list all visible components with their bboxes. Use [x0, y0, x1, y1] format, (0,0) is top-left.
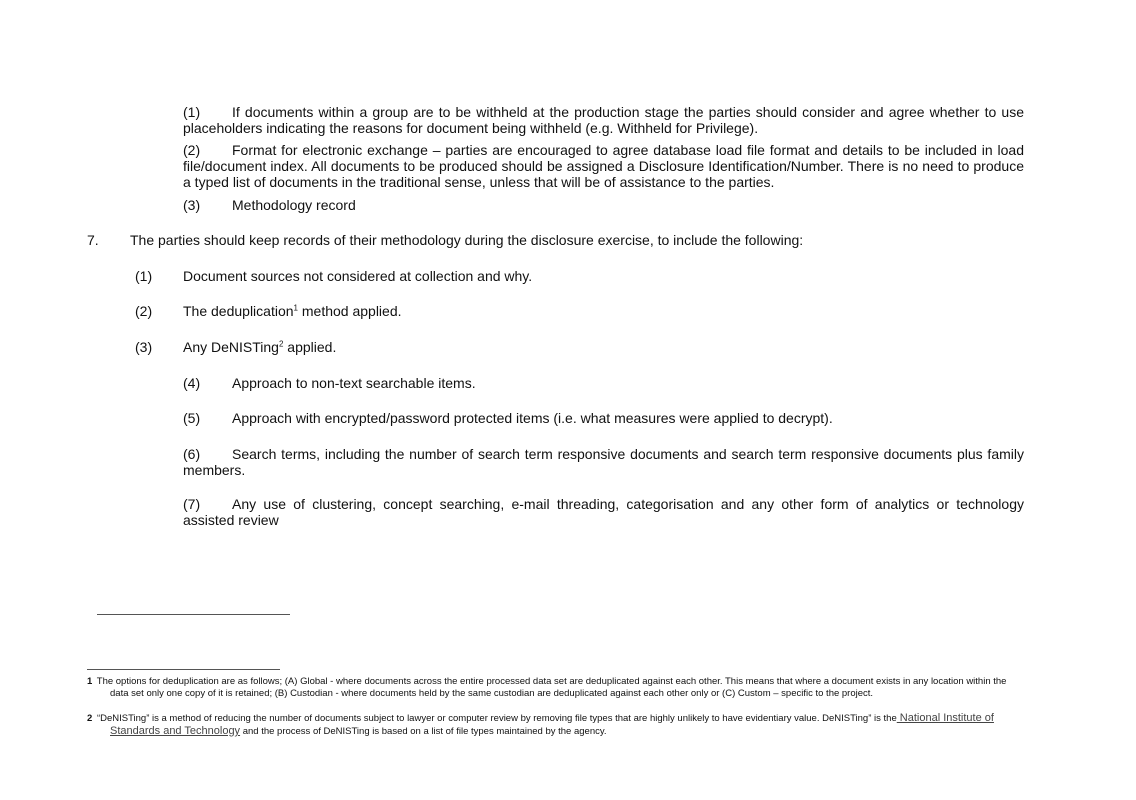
footnote-number: 2 — [87, 713, 93, 724]
footnote-text-cont — [87, 725, 1024, 738]
paragraph-number: (7) — [183, 496, 201, 512]
footnote-2 — [87, 712, 1024, 738]
divider-line — [97, 614, 290, 615]
paragraph-text: If documents within a group are to be withheld at the production stage the parties should consider and agree whether to use placeholders indicating the reasons for document being withheld (e.g. Withheld for Privilege). — [183, 104, 1024, 136]
subitem-text-cont: applied. — [283, 339, 337, 355]
paragraph-number: (2) — [183, 142, 201, 158]
subitem-text-cont: method applied. — [297, 303, 402, 319]
footnote-separator — [87, 669, 280, 670]
paragraph-analytics — [183, 496, 1024, 528]
paragraph-text: Format for electronic exchange – parties are encouraged to agree database load file format and details to be included in load file/document index. All documents to be produced should be assigned a Disclosure Identification/Number. There is no need to produce a typed list of documents in the traditional sense, unless that will be of assistance to the parties. — [183, 142, 1024, 190]
paragraph-text: Search terms, including the number of search term responsive documents and search term responsive documents plus family members. — [183, 446, 1024, 478]
paragraph-text: Approach to non-text searchable items. — [232, 375, 476, 391]
subitem-number: (2) — [135, 303, 153, 319]
paragraph-encrypted-items — [183, 410, 1024, 426]
subitem-text: Any DeNISTing — [183, 339, 279, 355]
paragraph-search-terms — [183, 446, 1024, 478]
paragraph-text: Any use of clustering, concept searching, e-mail threading, categorisation and any other form of analytics or technology assisted review — [183, 496, 1024, 528]
paragraph-withheld-documents — [183, 104, 1024, 136]
footnote-ref-2[interactable]: 2 — [278, 339, 284, 349]
paragraph-number: (1) — [183, 104, 201, 120]
footnote-text: “DeNISTing” is a method of reducing the number of documents subject to lawyer or computer review by removing file types that are highly unlikely to have evidentiary value. DeNISTing” is the — [96, 713, 897, 724]
paragraph-number: (5) — [183, 410, 201, 426]
footnote-ref-1[interactable]: 1 — [293, 303, 298, 313]
footnote-text-end: and the process of DeNISTing is based on a list of file types maintained by the agency. — [240, 726, 607, 737]
item-number: 7. — [87, 232, 99, 248]
paragraph-electronic-exchange — [183, 142, 1024, 190]
subitem-deduplication — [135, 303, 402, 319]
footnote-text: The options for deduplication are as follows; (A) Global - where documents across the entire processed data set are deduplicated against each other. This means that where a document exists in any location within the — [96, 676, 1007, 687]
subitem-text: Document sources not considered at collection and why. — [183, 268, 533, 284]
footnote-text-cont: data set only one copy of it is retained; (B) Custodian - where documents held by the same custodian are deduplicated against each other only or (C) Custom – specific to the project. — [110, 688, 874, 699]
paragraph-non-text-searchable — [183, 375, 1024, 391]
subitem-document-sources — [135, 268, 532, 284]
subitem-number: (3) — [135, 339, 153, 355]
paragraph-text: Approach with encrypted/password protected items (i.e. what measures were applied to decrypt). — [232, 410, 833, 426]
nist-link[interactable]: National Institute of — [896, 712, 994, 724]
subitem-denisting — [135, 339, 336, 355]
paragraph-number: (3) — [183, 197, 201, 213]
subitem-text: The deduplication — [183, 303, 294, 319]
subitem-number: (1) — [135, 268, 153, 284]
nist-link-cont[interactable]: Standards and Technology — [110, 725, 241, 737]
paragraph-number: (4) — [183, 375, 201, 391]
paragraph-methodology-record — [183, 197, 1024, 213]
paragraph-number: (6) — [183, 446, 201, 462]
footnote-number: 1 — [87, 676, 93, 687]
footnote-1 — [87, 676, 1024, 700]
item-text: The parties should keep records of their methodology during the disclosure exercise, to include the following: — [130, 232, 804, 248]
paragraph-text: Methodology record — [232, 197, 356, 213]
